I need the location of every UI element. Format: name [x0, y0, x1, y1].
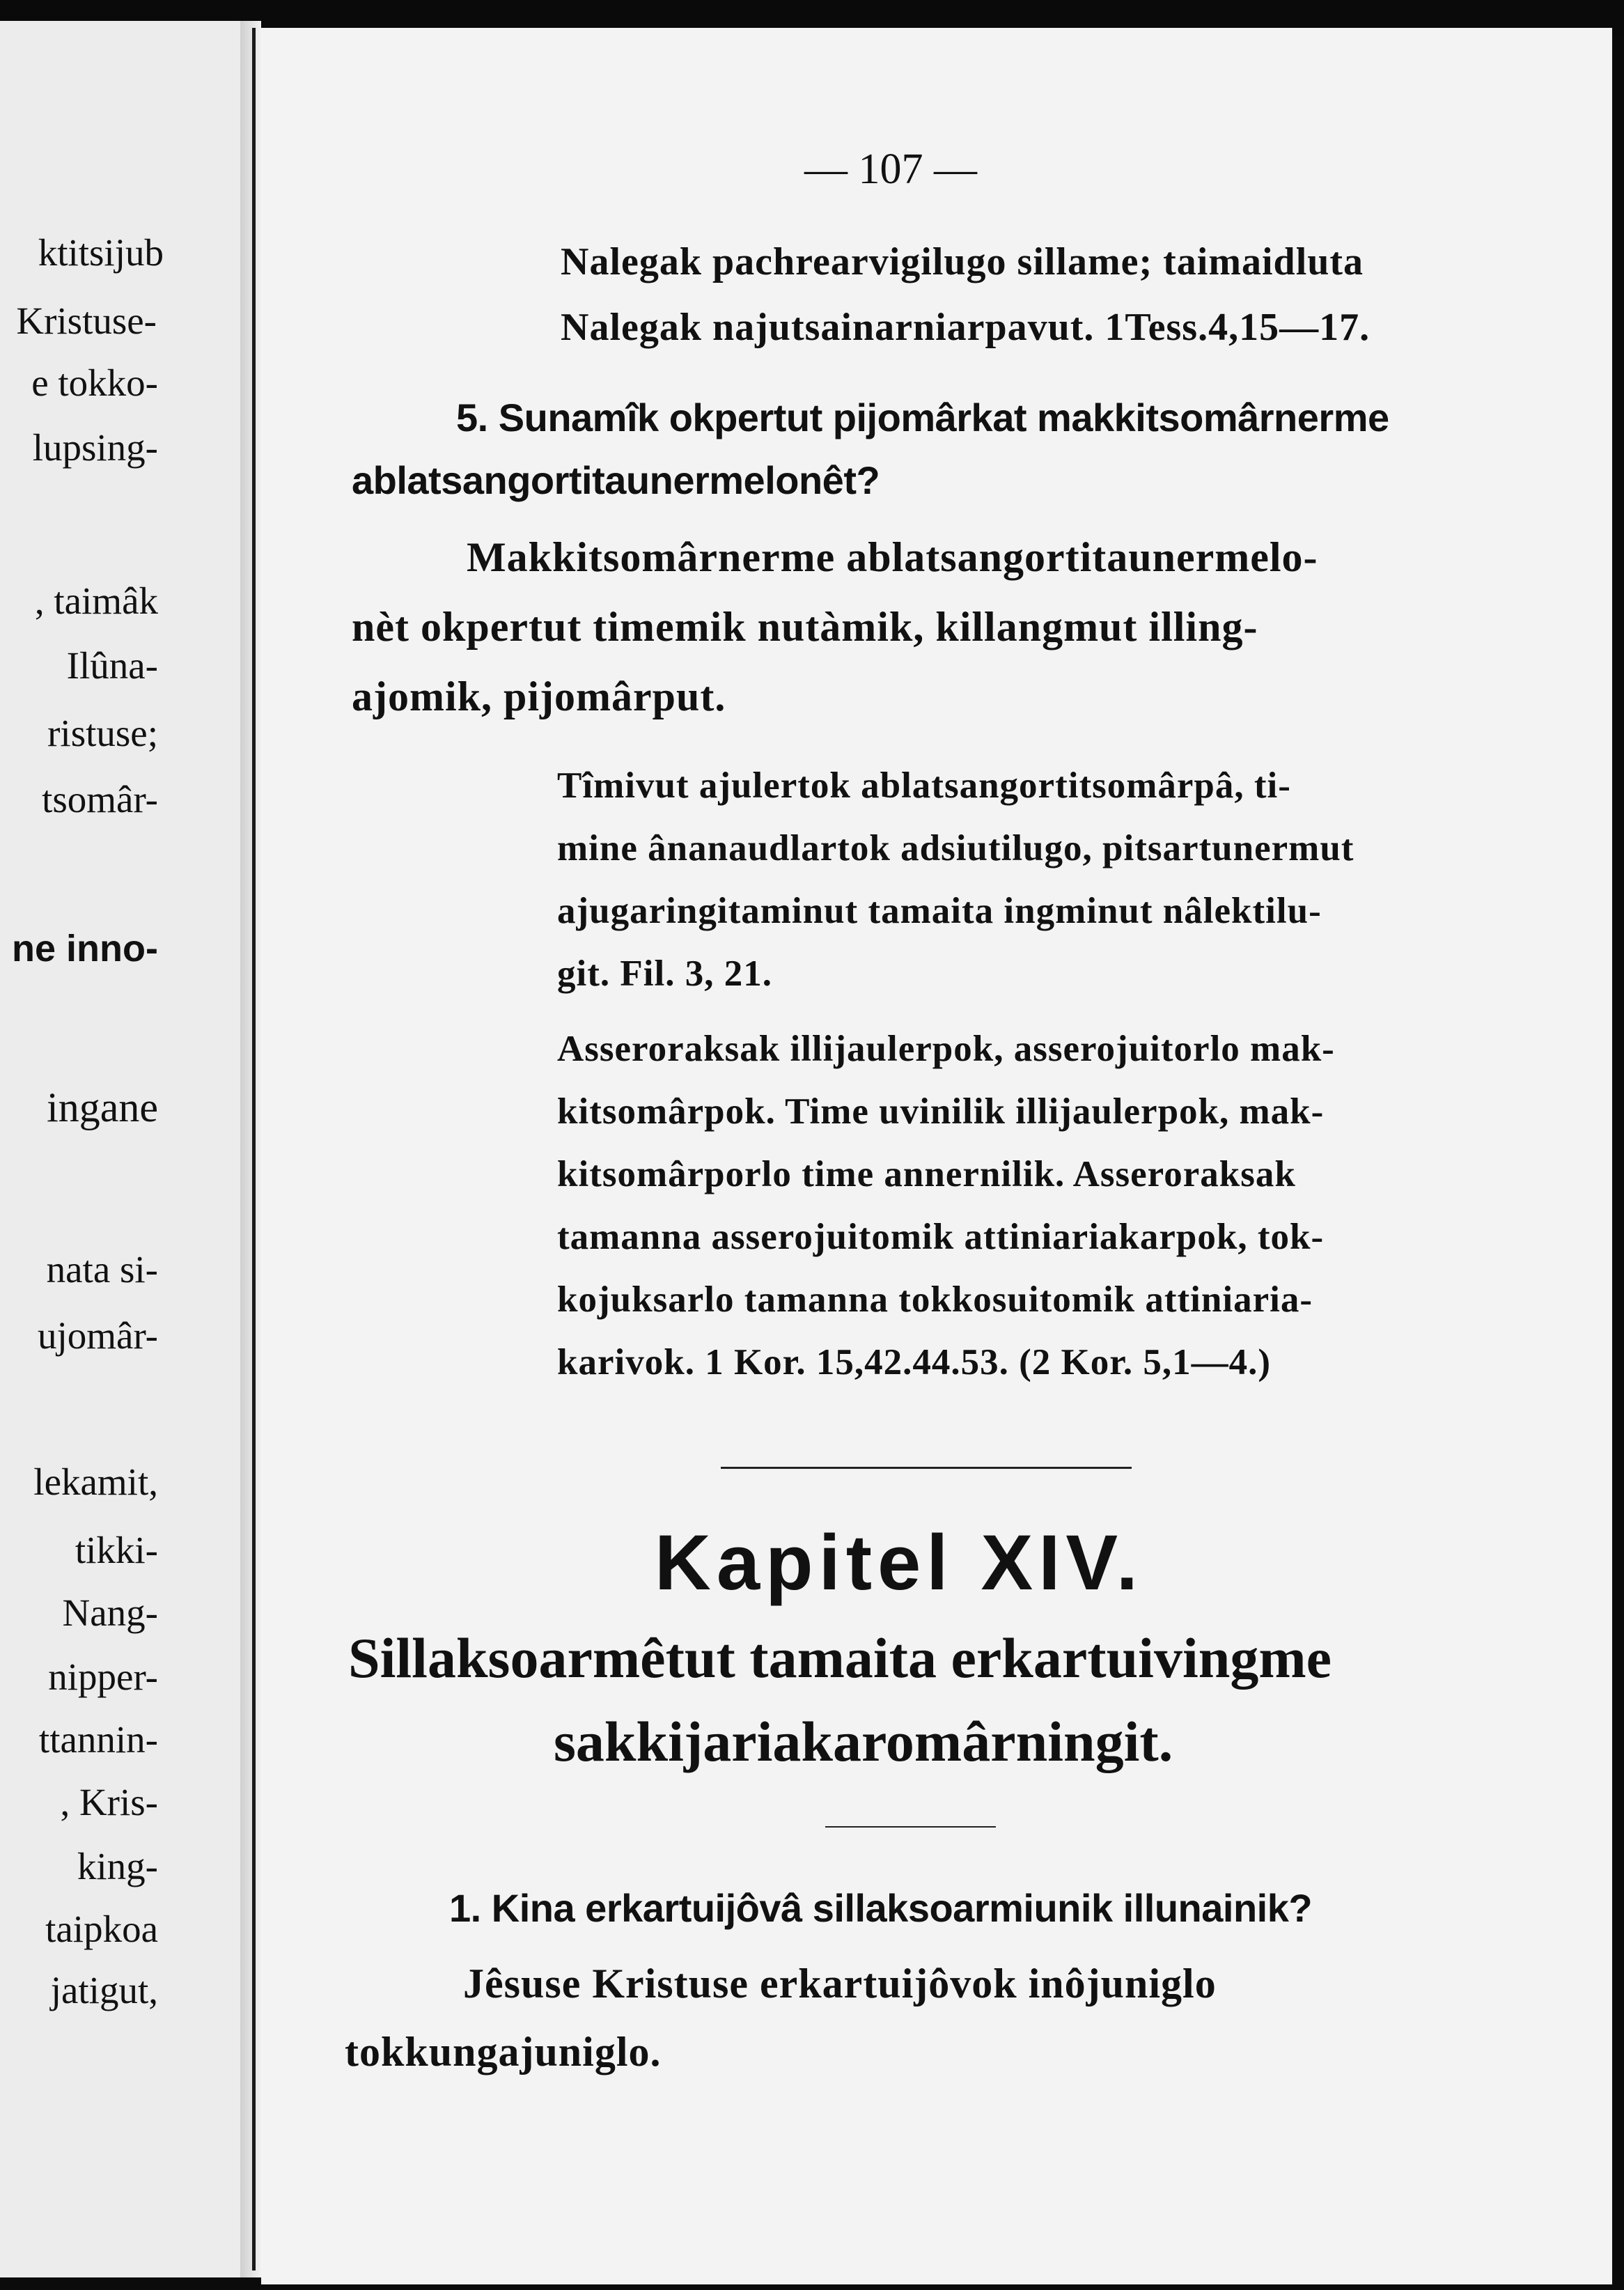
question-5-line-2: ablatsangortitaunermelonêt? — [352, 458, 880, 502]
left-fragment-line: king- — [77, 1845, 158, 1887]
left-fragment-line: Kristuse- — [16, 299, 157, 342]
answer-1-line: Jêsuse Kristuse erkartuijôvok inôjuniglo — [463, 1961, 1217, 2007]
verse-line: Nalegak pachrearvigilugo sillame; taimaidluta — [561, 240, 1364, 283]
paragraph-1-line: ajugaringitaminut tamaita ingminut nâlektilu- — [557, 891, 1322, 931]
left-fragment-line: lupsing- — [32, 426, 158, 469]
left-page-fragment — [0, 21, 240, 2277]
answer-5-line: Makkitsomârnerme ablatsangortitaunermelo- — [467, 534, 1318, 580]
paragraph-1-line: git. Fil. 3, 21. — [557, 953, 772, 994]
paragraph-2-line: kojuksarlo tamanna tokkosuitomik attiniaria- — [557, 1279, 1313, 1320]
paragraph-1-line: Tîmivut ajulertok ablatsangortitsomârpâ, ti- — [557, 765, 1291, 806]
left-fragment-line: jatigut, — [50, 1969, 158, 2011]
question-5-line-1: 5. Sunamîk okpertut pijomârkat makkitsomârnerme — [456, 396, 1389, 439]
left-fragment-line: lekamit, — [33, 1461, 158, 1503]
paragraph-2-line: kitsomârpok. Time uvinilik illijaulerpok, mak- — [557, 1091, 1325, 1132]
left-fragment-line: ne inno- — [12, 928, 158, 969]
chapter-heading-line-2: sakkijariakaromârningit. — [554, 1710, 1173, 1773]
chapter-title: Kapitel XIV. — [655, 1519, 1143, 1606]
left-fragment-line: ristuse; — [47, 712, 158, 754]
left-fragment-line: nata si- — [46, 1248, 158, 1291]
left-fragment-line: e tokko- — [31, 361, 158, 404]
left-fragment-line: ingane — [47, 1084, 158, 1130]
paragraph-2-line: kitsomârporlo time annernilik. Asseroraksak — [557, 1154, 1296, 1194]
gutter-line — [252, 28, 256, 2270]
section-divider — [721, 1467, 1132, 1469]
chapter-heading-line-1: Sillaksoarmêtut tamaita erkartuivingme — [348, 1626, 1332, 1690]
left-fragment-line: ktitsijub — [38, 231, 164, 274]
left-fragment-line: Ilûna- — [66, 644, 158, 687]
book-gutter — [240, 21, 261, 2277]
left-fragment-line: tikki- — [75, 1529, 158, 1571]
question-1: 1. Kina erkartuijôvâ sillaksoarmiunik illunainik? — [449, 1886, 1313, 1930]
left-fragment-line: ujomâr- — [37, 1314, 158, 1357]
paragraph-2-line: Asseroraksak illijaulerpok, asserojuitorlo mak- — [557, 1029, 1335, 1069]
left-fragment-line: tsomâr- — [42, 778, 158, 820]
paragraph-1-line: mine ânanaudlartok adsiutilugo, pitsartunermut — [557, 828, 1354, 869]
left-fragment-line: , taimâk — [34, 579, 158, 622]
left-fragment-line: ttannin- — [38, 1718, 158, 1761]
heading-divider — [825, 1826, 996, 1828]
page-number: — 107 — — [804, 146, 977, 193]
left-fragment-line: , Kris- — [60, 1781, 158, 1823]
paragraph-2-line: karivok. 1 Kor. 15,42.44.53. (2 Kor. 5,1—4.) — [557, 1342, 1272, 1382]
paragraph-2-line: tamanna asserojuitomik attiniariakarpok, tok- — [557, 1217, 1325, 1257]
verse-line: Nalegak najutsainarniarpavut. 1Tess.4,15—17. — [561, 306, 1371, 349]
left-fragment-line: nipper- — [48, 1656, 158, 1698]
answer-5-line: nèt okpertut timemik nutàmik, killangmut illing- — [352, 604, 1258, 650]
main-page — [261, 28, 1612, 2284]
left-fragment-line: taipkoa — [45, 1908, 158, 1950]
answer-5-line: ajomik, pijomârput. — [352, 673, 726, 719]
left-fragment-line: Nang- — [62, 1591, 158, 1634]
answer-1-line: tokkungajuniglo. — [345, 2029, 662, 2075]
